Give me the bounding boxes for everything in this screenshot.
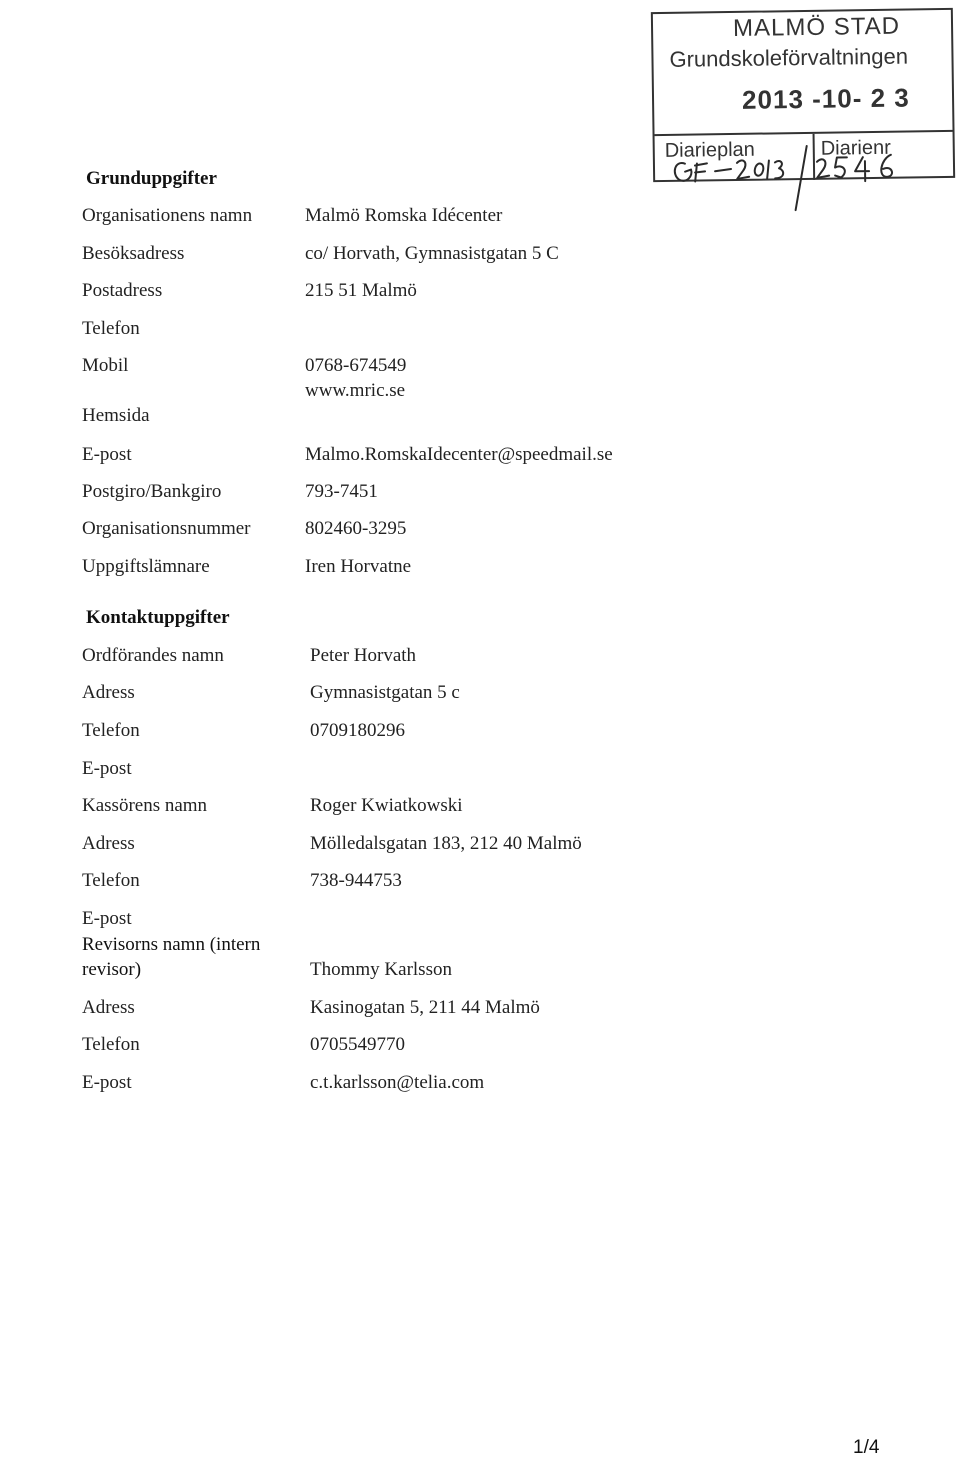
value-informant: Iren Horvatne [305,556,412,577]
value-postal-address: 215 51 Malmö [305,280,417,301]
label-auditor-address: Adress [82,997,135,1018]
label-auditor-email: E-post [82,1072,132,1093]
stamp-handwritten-reference [653,10,958,214]
label-postal-address: Postadress [82,280,163,301]
value-org-name: Malmö Romska Idécenter [305,205,503,226]
stamp-org-name: MALMÖ STAD [732,12,901,42]
stamp-department: Grundskoleförvaltningen [669,43,909,72]
label-mobile: Mobil [82,355,129,376]
label-phone: Telefon [82,318,140,339]
page-number: 1/4 [853,1437,880,1458]
value-auditor-address: Kasinogatan 5, 211 44 Malmö [310,997,540,1018]
label-org-number: Organisationsnummer [82,518,251,539]
label-treasurer-email: E-post [82,908,132,929]
value-website: www.mric.se [305,380,406,401]
label-informant: Uppgiftslämnare [82,556,210,577]
registration-stamp [651,8,955,182]
value-chair-phone: 0709180296 [310,720,405,741]
value-auditor-name: Thommy Karlsson [310,959,452,980]
label-email: E-post [82,444,132,465]
label-chair-address: Adress [82,682,135,703]
value-visiting-address: co/ Horvath, Gymnasistgatan 5 C [305,243,559,264]
value-chair-address: Gymnasistgatan 5 c [310,682,460,703]
label-chair-phone: Telefon [82,720,140,741]
label-chair-email: E-post [82,758,132,779]
stamp-date: 2013 -10- 2 3 [741,82,910,115]
label-giro: Postgiro/Bankgiro [82,481,222,502]
label-org-name: Organisationens namn [82,205,253,226]
value-giro: 793-7451 [305,481,378,502]
label-treasurer-address: Adress [82,833,135,854]
value-mobile: 0768-674549 [305,355,407,376]
value-treasurer-name: Roger Kwiatkowski [310,795,463,816]
section-heading-contact: Kontaktuppgifter [86,607,230,628]
value-treasurer-address: Mölledalsgatan 183, 212 40 Malmö [310,833,582,854]
value-org-number: 802460-3295 [305,518,407,539]
value-chair-name: Peter Horvath [310,645,417,666]
label-treasurer-name: Kassörens namn [82,795,208,816]
value-email: Malmo.RomskaIdecenter@speedmail.se [305,444,613,465]
stamp-diarieplan-label: Diarieplan [664,138,755,162]
section-heading-basic: Grunduppgifter [86,168,217,189]
value-treasurer-phone: 738-944753 [310,870,402,891]
label-website: Hemsida [82,405,150,426]
stamp-diarienr-label: Diarienr [820,136,891,160]
label-visiting-address: Besöksadress [82,243,185,264]
label-auditor-phone: Telefon [82,1034,140,1055]
label-treasurer-phone: Telefon [82,870,140,891]
label-auditor-name: Revisorns namn (intern revisor) [82,934,261,980]
value-auditor-email: c.t.karlsson@telia.com [310,1072,485,1093]
value-auditor-phone: 0705549770 [310,1034,405,1055]
label-chair-name: Ordförandes namn [82,645,224,666]
